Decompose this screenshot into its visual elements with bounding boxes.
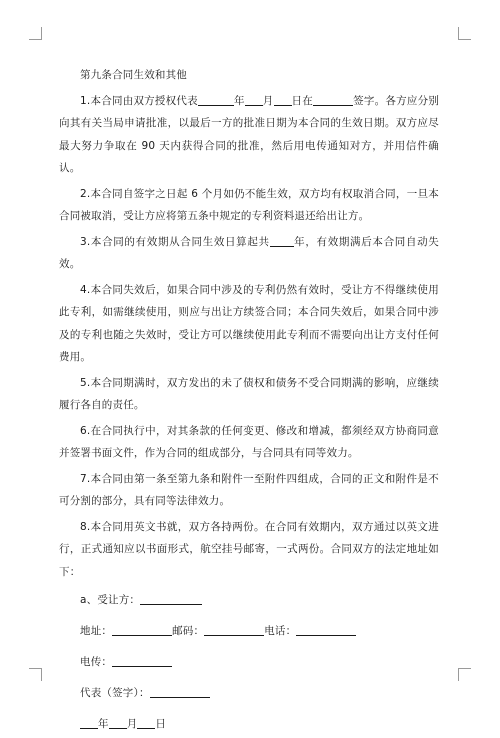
day-field[interactable] <box>137 716 155 729</box>
paragraph-8: 8.本合同用英文书就，双方各持两份。在合同有效期内，双方通过以英文进行，正式通知应以书面形式，航空挂号邮寄，一式两份。合同双方的法定地址如下： <box>59 520 439 578</box>
phone-field[interactable] <box>296 623 356 636</box>
signature-contact-line: 地址： 邮码： 电话： <box>59 617 439 645</box>
paragraph-2: 2.本合同自签字之日起 6 个月如仍不能生效，双方均有权取消合同，一旦本合同被取消，受让方应将第五条中规定的专利资料退还给出让方。 <box>59 187 439 222</box>
paragraph-7: 7.本合同由第一条至第九条和附件一至附件四组成，合同的正文和附件是不可分割的部分，具有同等法律效力。 <box>59 472 439 507</box>
crop-mark-top-left <box>29 27 42 40</box>
document-page <box>59 64 439 738</box>
blank-field[interactable] <box>313 93 353 106</box>
month-field[interactable] <box>109 716 127 729</box>
signature-rep-line: 代表（签字）： <box>59 679 439 707</box>
address-field[interactable] <box>112 623 172 636</box>
signature-date-line: 年 月 日 <box>59 710 439 738</box>
blank-field[interactable] <box>245 93 263 106</box>
blank-field[interactable] <box>270 234 294 247</box>
article-heading: 第九条合同生效和其他 <box>80 69 187 81</box>
paragraph-6: 6.在合同执行中，对其条款的任何变更、修改和增减，都须经双方协商同意并签署书面文件，作为合同的组成部分，与合同具有同等效力。 <box>59 424 439 459</box>
blank-field[interactable] <box>274 93 292 106</box>
party-field[interactable] <box>140 592 202 605</box>
telex-field[interactable] <box>112 654 172 667</box>
paragraph-4: 4.本合同失效后，如果合同中涉及的专利仍然有效时，受让方不得继续使用此专利，如需继续使用，则应与出让方续签合同；本合同失效后，如果合同中涉及的专利也随之失效时，受让方可以继续使用此专利而不需要向出让方支付任何费用。 <box>59 283 439 363</box>
signature-telex-line: 电传： <box>59 648 439 676</box>
year-field[interactable] <box>80 716 98 729</box>
crop-mark-bottom-right <box>458 668 471 681</box>
signature-party-line: a、受让方： <box>59 586 439 614</box>
paragraph-3: 3.本合同的有效期从合同生效日算起共 年，有效期满后本合同自动失效。 <box>59 235 439 270</box>
paragraph-1: 1.本合同由双方授权代表 年 月 日在 签字。各方应分别向其有关当局申请批准，以最后一方的批准日期为本合同的生效日期。双方应尽最大努力争取在 90 天内获得合同的批准，然后用电传通知对方，并用信件确认。 <box>59 94 440 174</box>
crop-mark-bottom-left <box>29 668 42 681</box>
postcode-field[interactable] <box>204 623 264 636</box>
paragraph-5: 5.本合同期满时，双方发出的未了债权和债务不受合同期满的影响，应继续履行各自的责任。 <box>59 376 439 411</box>
blank-field[interactable] <box>198 93 234 106</box>
crop-mark-top-right <box>458 27 471 40</box>
rep-signature-field[interactable] <box>150 685 210 698</box>
